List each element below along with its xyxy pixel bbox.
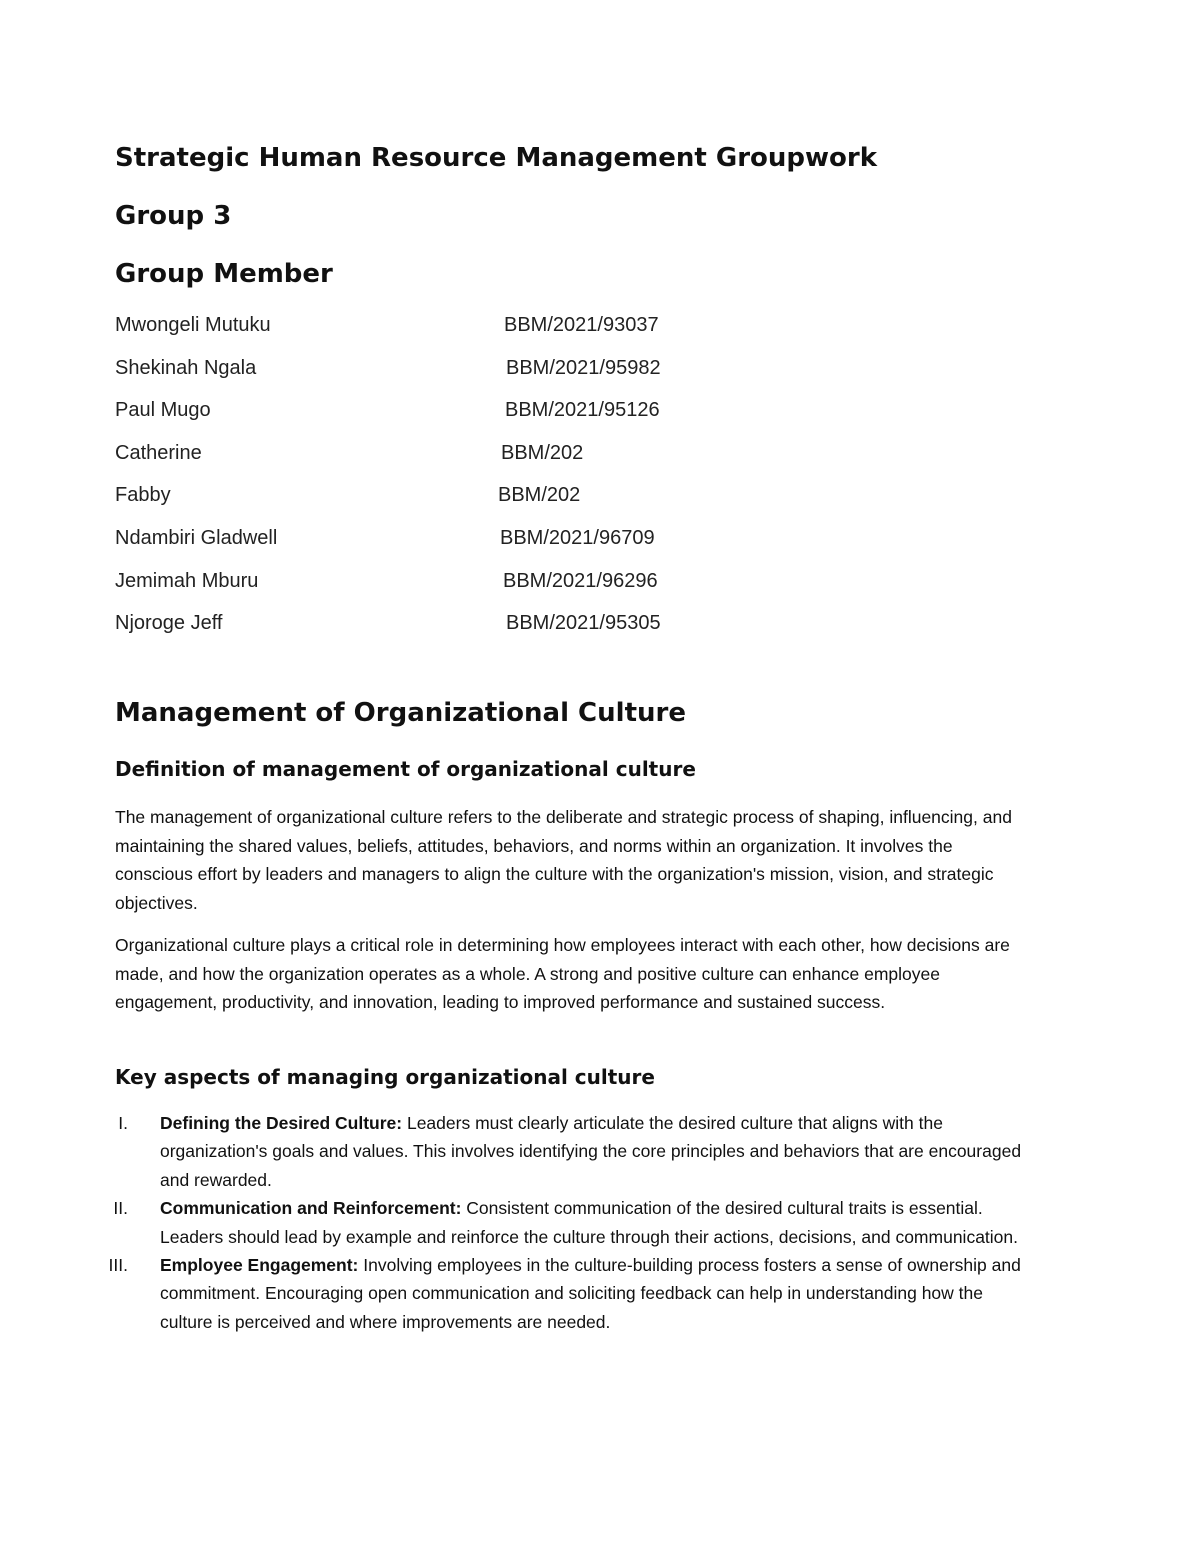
member-name: Shekinah Ngala xyxy=(115,356,257,379)
list-item-number: II. xyxy=(113,1198,128,1219)
member-id: BBM/2021/96709 xyxy=(500,526,655,549)
list-item-title: Employee Engagement: xyxy=(160,1255,359,1276)
member-row xyxy=(115,439,815,482)
list-item-text: Involving employees in the culture-building process fosters a sense of ownership and commitment. Encouraging open communication and soliciting feedback can help in understanding how the culture is perceived and where improvements are needed. xyxy=(160,1255,1021,1332)
definition-heading: Definition of management of organizational culture xyxy=(115,757,696,781)
group-heading: Group 3 xyxy=(115,201,232,231)
list-item-title: Defining the Desired Culture: xyxy=(160,1113,403,1133)
document-title: Strategic Human Resource Management Groupwork xyxy=(115,143,878,173)
member-row xyxy=(115,311,815,354)
section-heading: Management of Organizational Culture xyxy=(115,698,686,728)
member-id: BBM/202 xyxy=(498,484,581,507)
list-item xyxy=(100,1194,1040,1251)
list-item-number: I. xyxy=(118,1113,128,1133)
member-row xyxy=(115,481,815,524)
list-item-number: III. xyxy=(108,1255,128,1276)
member-id: BBM/2021/96296 xyxy=(503,569,658,592)
member-id: BBM/202 xyxy=(501,441,584,464)
aspects-heading: Key aspects of managing organizational culture xyxy=(115,1065,655,1089)
member-list xyxy=(115,311,815,652)
list-item-title: Communication and Reinforcement: xyxy=(160,1198,462,1219)
member-name: Catherine xyxy=(115,441,202,464)
member-name: Mwongeli Mutuku xyxy=(115,314,271,336)
member-row xyxy=(115,567,815,610)
list-item xyxy=(100,1109,1040,1194)
definition-paragraph: The management of organizational culture refers to the deliberate and strategic process of shaping, influencing, and maintaining the shared values, beliefs, attitudes, behaviors, and norms within an organization. It involves the conscious effort by leaders and managers to align the culture with the organization's mission, vision, and strategic objectives. xyxy=(115,807,1012,913)
list-item xyxy=(100,1251,1040,1336)
member-name: Jemimah Mburu xyxy=(115,569,259,592)
members-heading: Group Member xyxy=(115,259,333,289)
member-row xyxy=(115,396,815,439)
member-name: Paul Mugo xyxy=(115,399,211,422)
member-id: BBM/2021/95305 xyxy=(506,612,661,635)
member-name: Fabby xyxy=(115,484,171,507)
member-row xyxy=(115,609,815,652)
list-item-text: Consistent communication of the desired cultural traits is essential. Leaders should lead by example and reinforce the culture through their actions, decisions, and communication. xyxy=(160,1198,1019,1247)
member-row xyxy=(115,354,815,397)
member-id: BBM/2021/95126 xyxy=(505,399,660,422)
aspects-list xyxy=(100,1109,1040,1336)
member-id: BBM/2021/93037 xyxy=(504,314,659,336)
member-name: Njoroge Jeff xyxy=(115,612,223,635)
member-row xyxy=(115,524,815,567)
member-id: BBM/2021/95982 xyxy=(506,356,661,379)
list-item-text: Leaders must clearly articulate the desired culture that aligns with the organization's goals and values. This involves identifying the core principles and behaviors that are encouraged and rewarded. xyxy=(160,1113,1022,1190)
member-name: Ndambiri Gladwell xyxy=(115,526,278,549)
culture-role-paragraph: Organizational culture plays a critical role in determining how employees interact with each other, how decisions are made, and how the organization operates as a whole. A strong and positive culture can enhance employee engagement, productivity, and innovation, leading to improved performance and sustained success. xyxy=(115,935,1010,1013)
